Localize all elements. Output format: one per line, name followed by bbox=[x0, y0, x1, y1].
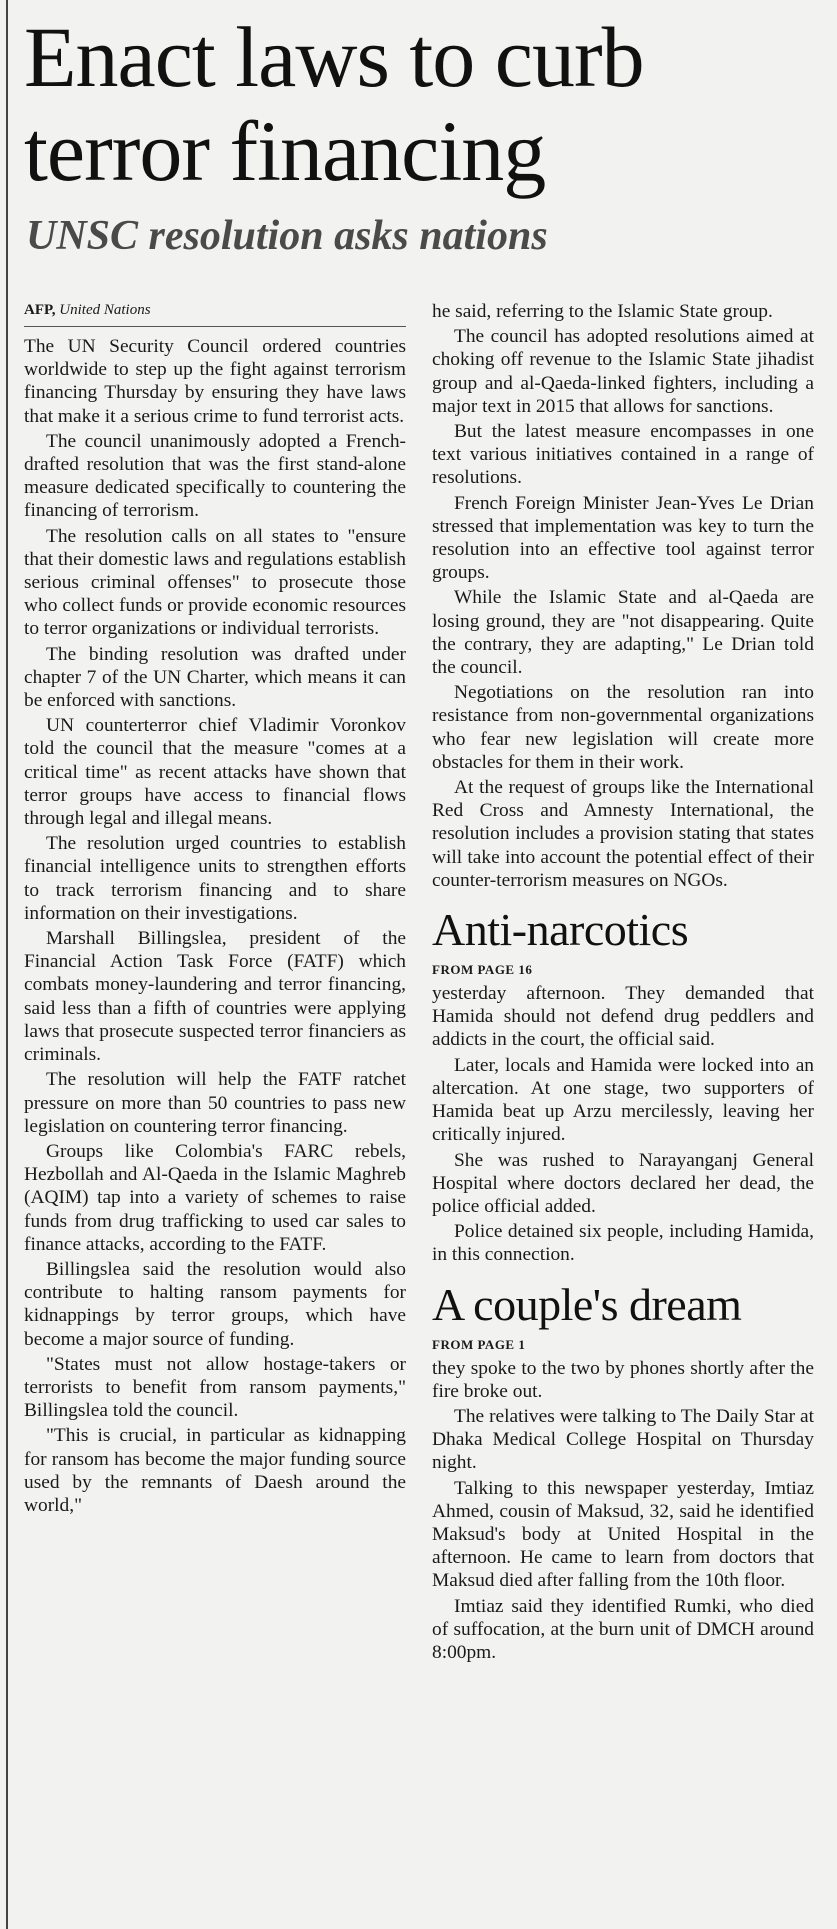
paragraph: "States must not allow hostage-takers or terrorists to benefit from ransom payments," Billingslea told the council. bbox=[24, 1353, 406, 1422]
paragraph: UN counterterror chief Vladimir Voronkov told the council that the measure "comes at a critical time" as recent attacks have shown that terror groups have access to financial flows through legal and illegal means. bbox=[24, 715, 406, 830]
column-2 bbox=[432, 300, 814, 1666]
paragraph: yesterday afternoon. They demanded that Hamida should not defend drug peddlers and addicts in the court, the official said. bbox=[432, 983, 814, 1051]
paragraph: At the request of groups like the International Red Cross and Amnesty International, the resolution includes a provision stating that states will take into account the potential effect of their counter-terrorism measures on NGOs. bbox=[432, 777, 814, 891]
newspaper-page bbox=[24, 0, 814, 1663]
paragraph: While the Islamic State and al-Qaeda are losing ground, they are "not disappearing. Quite the contrary, they are adapting," Le Drian told the council. bbox=[432, 587, 814, 679]
headline-line-1: Enact laws to curb bbox=[24, 9, 644, 105]
column-1 bbox=[24, 300, 406, 1519]
paragraph: "This is crucial, in particular as kidnapping for ransom has become the major funding source used by the remnants of Daesh around the world," bbox=[24, 1425, 406, 1516]
paragraph: The council has adopted resolutions aimed at choking off revenue to the Islamic State jihadist group and al-Qaeda-linked fighters, including a major text in 2015 that allows for sanctions. bbox=[432, 326, 814, 417]
paragraph: they spoke to the two by phones shortly after the fire broke out. bbox=[432, 1357, 814, 1402]
paragraph: The resolution will help the FATF ratchet pressure on more than 50 countries to pass new legislation on countering terror financing. bbox=[24, 1069, 406, 1137]
headline bbox=[24, 10, 814, 198]
paragraph: The resolution calls on all states to "ensure that their domestic laws and regulations establish serious criminal offenses" to prosecute those who collect funds or provide economic resources to terror organizations or individual terrorists. bbox=[24, 525, 406, 640]
headline-line-2: terror financing bbox=[24, 103, 546, 199]
paragraph: But the latest measure encompasses in one text various initiatives contained in a range of resolutions. bbox=[432, 421, 814, 489]
paragraph: Marshall Billingslea, president of the Financial Action Task Force (FATF) which combats money-laundering and terror financing, said less than a fifth of countries were applying laws that prosecute suspected terror financiers as criminals. bbox=[24, 928, 406, 1066]
paragraph: She was rushed to Narayanganj General Hospital where doctors declared her dead, the police official added. bbox=[432, 1149, 814, 1217]
paragraph: Talking to this newspaper yesterday, Imtiaz Ahmed, cousin of Maksud, 32, said he identified Maksud's body at United Hospital in the afternoon. He came to learn from doctors that Maksud died after falling from the 10th floor. bbox=[432, 1477, 814, 1592]
paragraph: Negotiations on the resolution ran into resistance from non-governmental organizations who fear new legislation will create more obstacles for them in their work. bbox=[432, 682, 814, 773]
paragraph: The council unanimously adopted a French-drafted resolution that was the first stand-alone measure dedicated specifically to countering the financing of terrorism. bbox=[24, 430, 406, 522]
paragraph: The resolution urged countries to establish financial intelligence units to strengthen efforts to track terrorism financing and to share information on their investigations. bbox=[24, 833, 406, 924]
byline-location: United Nations bbox=[59, 302, 151, 318]
paragraph: The relatives were talking to The Daily Star at Dhaka Medical College Hospital on Thursday night. bbox=[432, 1405, 814, 1474]
paragraph: The UN Security Council ordered countries worldwide to step up the fight against terrorism financing Thursday by ensuring they have laws that make it a serious crime to fund terrorist acts. bbox=[24, 336, 406, 427]
byline-agency: AFP, bbox=[24, 302, 56, 318]
paragraph: The binding resolution was drafted under chapter 7 of the UN Charter, which means it can be enforced with sanctions. bbox=[24, 643, 406, 712]
paragraph: Groups like Colombia's FARC rebels, Hezbollah and Al-Qaeda in the Islamic Maghreb (AQIM) tap into a variety of schemes to raise funds from drug trafficking to used car sales to finance attacks, according to the FATF. bbox=[24, 1140, 406, 1255]
paragraph: Police detained six people, including Hamida, in this connection. bbox=[432, 1221, 814, 1266]
column-rule bbox=[6, 0, 8, 1929]
byline bbox=[24, 300, 406, 327]
section-heading-anti-narcotics: Anti-narcotics bbox=[432, 904, 689, 956]
from-page-label: FROM PAGE 16 bbox=[432, 962, 533, 978]
paragraph-continued: he said, referring to the Islamic State group. bbox=[432, 301, 773, 322]
paragraph: Later, locals and Hamida were locked into an altercation. At one stage, two supporters of Hamida beat up Arzu mercilessly, leaving her critically injured. bbox=[432, 1054, 814, 1146]
paragraph: Imtiaz said they identified Rumki, who died of suffocation, at the burn unit of DMCH around 8:00pm. bbox=[432, 1595, 814, 1663]
paragraph: Billingslea said the resolution would also contribute to halting ransom payments for kidnappings by terror groups, which have become a major source of funding. bbox=[24, 1258, 406, 1350]
paragraph: French Foreign Minister Jean-Yves Le Drian stressed that implementation was key to turn the resolution into an effective tool against terror groups. bbox=[432, 492, 814, 584]
from-page-label: FROM PAGE 1 bbox=[432, 1336, 526, 1352]
subheadline: UNSC resolution asks nations bbox=[26, 213, 548, 259]
section-heading-couples-dream: A couple's dream bbox=[432, 1278, 742, 1330]
